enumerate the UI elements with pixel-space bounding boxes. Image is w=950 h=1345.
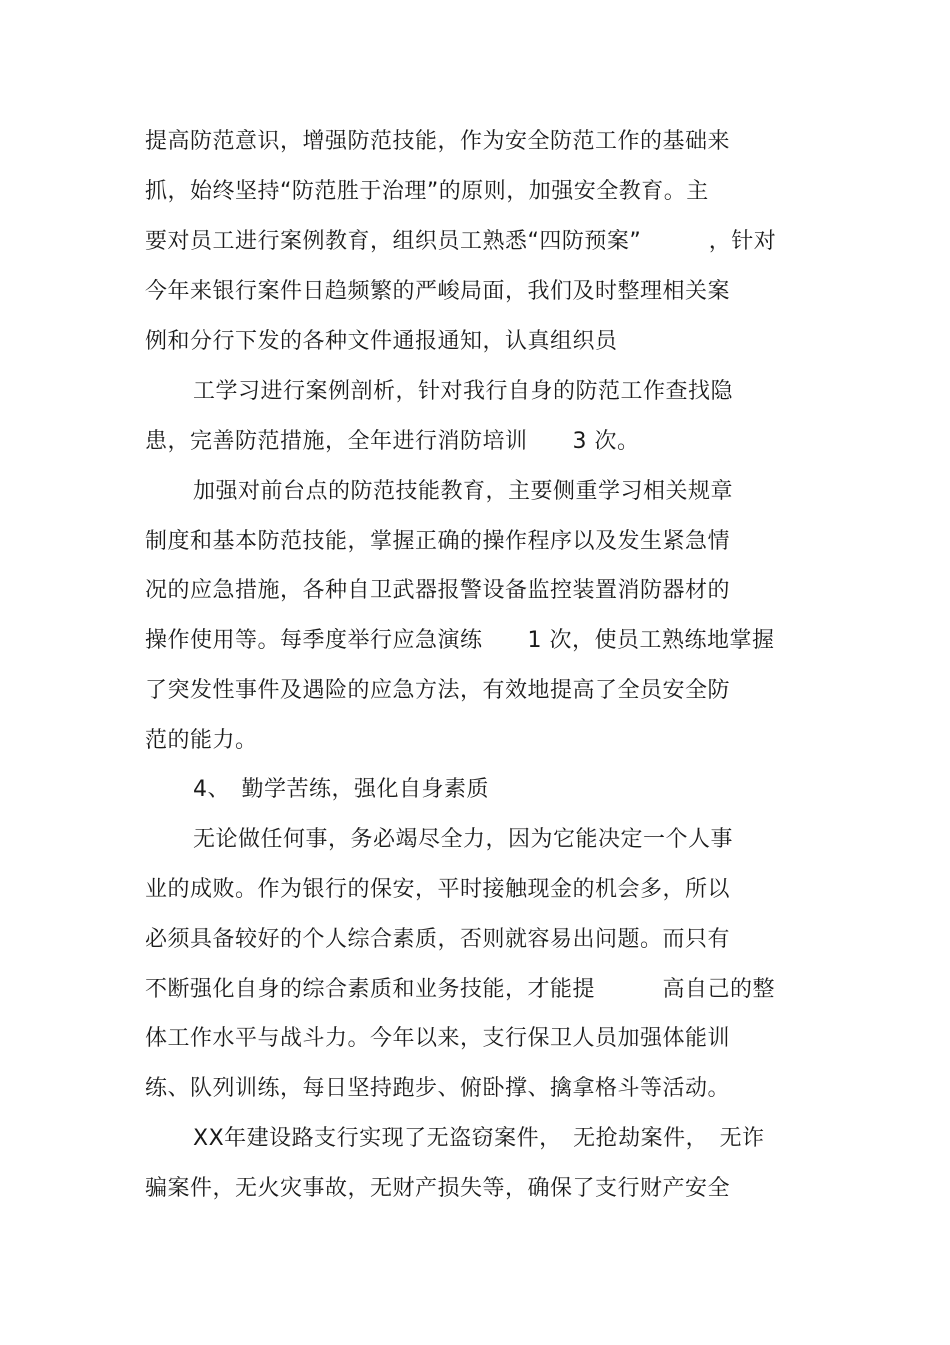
paragraph-start-line: XX年建设路支行实现了无盗窃案件， 无抢劫案件， 无诈 bbox=[193, 1126, 765, 1151]
paragraph-start-line: 无论做任何事，务必竭尽全力，因为它能决定一个人事 bbox=[193, 827, 734, 852]
body-text-line: 体工作水平与战斗力。今年以来，支行保卫人员加强体能训 bbox=[145, 1026, 731, 1051]
body-text-line: 必须具备较好的个人综合素质，否则就容易出问题。而只有 bbox=[145, 927, 731, 952]
body-text-line: 骗案件，无火灾事故，无财产损失等，确保了支行财产安全 bbox=[145, 1176, 731, 1201]
body-text-line: 不断强化自身的综合素质和业务技能，才能提 高自己的整 bbox=[145, 977, 776, 1002]
body-text-line: 业的成败。作为银行的保安，平时接触现金的机会多，所以 bbox=[145, 877, 731, 902]
body-text-line: 制度和基本防范技能，掌握正确的操作程序以及发生紧急情 bbox=[145, 529, 731, 554]
paragraph-start-line: 工学习进行案例剖析，针对我行自身的防范工作查找隐 bbox=[193, 379, 734, 404]
body-text-line: 范的能力。 bbox=[145, 728, 258, 753]
section-heading: 4、 勤学苦练，强化自身素质 bbox=[193, 777, 489, 802]
body-text-line: 练、队列训练，每日坚持跑步、俯卧撑、擒拿格斗等活动。 bbox=[145, 1076, 731, 1101]
body-text-line: 要对员工进行案例教育，组织员工熟悉“四防预案” ，针对 bbox=[145, 229, 777, 254]
body-text-line: 提高防范意识，增强防范技能，作为安全防范工作的基础来 bbox=[145, 129, 731, 154]
body-text-line: 况的应急措施，各种自卫武器报警设备监控装置消防器材的 bbox=[145, 578, 731, 603]
body-text-line: 了突发性事件及遇险的应急方法，有效地提高了全员安全防 bbox=[145, 678, 731, 703]
body-text-line: 患，完善防范措施，全年进行消防培训 3 次。 bbox=[145, 429, 640, 454]
body-text-line: 今年来银行案件日趋频繁的严峻局面，我们及时整理相关案 bbox=[145, 279, 731, 304]
paragraph-start-line: 加强对前台点的防范技能教育，主要侧重学习相关规章 bbox=[193, 479, 734, 504]
body-text-line: 抓，始终坚持“防范胜于治理”的原则，加强安全教育。主 bbox=[145, 179, 709, 204]
body-text-line: 操作使用等。每季度举行应急演练 1 次，使员工熟练地掌握 bbox=[145, 628, 775, 653]
body-text-line: 例和分行下发的各种文件通报通知，认真组织员 bbox=[145, 329, 618, 354]
